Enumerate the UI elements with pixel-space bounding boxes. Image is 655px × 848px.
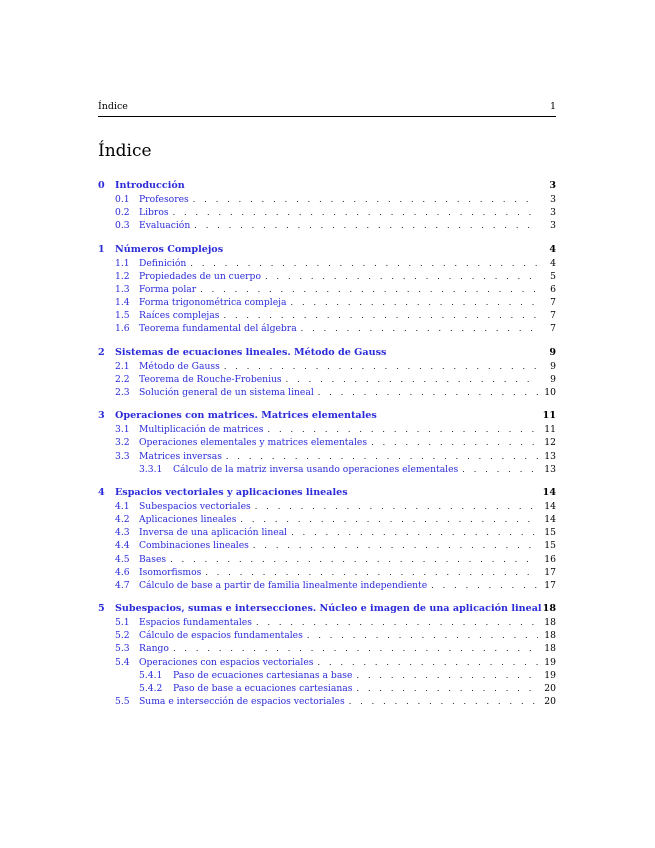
toc-subsection-entry[interactable] xyxy=(98,258,556,271)
toc-chapter-entry[interactable] xyxy=(98,180,556,193)
toc-dot-leader xyxy=(255,502,538,511)
toc-chapter-page: 14 xyxy=(542,486,556,498)
toc-entry-number[interactable]: 4.7 xyxy=(115,579,130,591)
toc-subsection-entry[interactable] xyxy=(98,580,556,593)
toc-dot-leader xyxy=(291,528,538,537)
toc-subsection-entry[interactable] xyxy=(98,617,556,630)
toc-chapter-number[interactable]: 0 xyxy=(98,180,105,191)
toc-entry-title-link[interactable]: Solución general de un sistema lineal xyxy=(139,386,314,398)
toc-entry-page: 17 xyxy=(544,566,556,578)
toc-dot-leader xyxy=(240,515,538,524)
toc-entry-page: 14 xyxy=(544,500,556,512)
toc-entry-number[interactable]: 2.1 xyxy=(115,360,130,372)
toc-entry-page: 3 xyxy=(550,194,556,206)
toc-dot-leader xyxy=(253,541,538,550)
toc-subsection-entry[interactable] xyxy=(98,284,556,297)
toc-entry-number[interactable]: 1.3 xyxy=(115,283,130,295)
header-left-text: Índice xyxy=(98,101,128,112)
toc-dot-leader xyxy=(193,195,538,204)
toc-dot-leader xyxy=(190,259,538,268)
toc-dot-leader xyxy=(224,362,538,371)
toc-entry-number[interactable]: 1.4 xyxy=(115,297,130,309)
table-of-contents xyxy=(98,180,556,719)
toc-subsubsection-entry[interactable] xyxy=(98,464,556,477)
toc-entry-page: 7 xyxy=(550,297,556,309)
toc-chapter-entry[interactable] xyxy=(98,347,556,360)
toc-entry-page: 20 xyxy=(544,695,556,707)
toc-entry-page: 18 xyxy=(544,630,556,642)
toc-entry-number[interactable]: 4.1 xyxy=(115,500,130,512)
toc-chapter-page: 9 xyxy=(549,346,556,358)
toc-entry-number[interactable]: 3.1 xyxy=(115,424,130,436)
toc-chapter-number[interactable]: 1 xyxy=(98,243,105,255)
toc-chapter-page: 18 xyxy=(542,602,556,614)
toc-entry-number[interactable]: 1.6 xyxy=(115,323,130,335)
toc-entry-number[interactable]: 5.1 xyxy=(115,617,130,629)
toc-subsection-entry[interactable] xyxy=(98,514,556,527)
toc-dot-leader xyxy=(223,311,538,320)
toc-entry-page: 7 xyxy=(550,310,556,322)
toc-subsection-entry[interactable] xyxy=(98,424,556,437)
toc-dot-leader xyxy=(194,221,538,230)
toc-subsubsection-entry[interactable] xyxy=(98,683,556,696)
toc-entry-title-link[interactable]: Subespacios vectoriales xyxy=(139,500,251,512)
toc-subsection-entry[interactable] xyxy=(98,207,556,220)
toc-chapter-number[interactable]: 3 xyxy=(98,410,105,422)
toc-subsection-entry[interactable] xyxy=(98,194,556,207)
toc-entry-number[interactable]: 0.1 xyxy=(115,194,130,206)
toc-entry-title-link[interactable]: Bases xyxy=(139,553,167,565)
toc-dot-leader xyxy=(290,298,538,307)
toc-entry-number[interactable]: 4.5 xyxy=(115,553,130,565)
toc-dot-leader xyxy=(356,671,538,680)
toc-dot-leader xyxy=(286,375,538,384)
toc-chapter-title-link[interactable]: Números Complejos xyxy=(115,243,224,255)
toc-chapter-title-link[interactable]: Subespacios, sumas e intersecciones. Núcleo e imagen de una aplicación lineal xyxy=(115,602,542,614)
toc-chapter-entry[interactable] xyxy=(98,244,556,257)
toc-entry-number[interactable]: 3.3 xyxy=(115,450,130,462)
toc-dot-leader xyxy=(265,272,538,281)
toc-entry-title-link[interactable]: Cálculo de espacios fundamentales xyxy=(139,630,303,642)
toc-entry-title-link[interactable]: Profesores xyxy=(139,194,189,206)
toc-dot-leader xyxy=(349,697,538,706)
toc-subsection-entry[interactable] xyxy=(98,387,556,400)
header-page-number: 1 xyxy=(549,101,556,112)
toc-entry-title-link[interactable]: Espacios fundamentales xyxy=(139,617,252,629)
toc-entry-number[interactable]: 5.4.1 xyxy=(139,669,163,681)
toc-entry-number[interactable]: 1.1 xyxy=(115,257,130,269)
toc-entry-page: 15 xyxy=(544,527,556,539)
toc-entry-title-link[interactable]: Suma e intersección de espacios vectoriales xyxy=(139,695,345,707)
toc-dot-leader xyxy=(307,631,538,640)
toc-subsection-entry[interactable] xyxy=(98,220,556,233)
toc-entry-title-link[interactable]: Teorema fundamental del álgebra xyxy=(139,323,297,335)
toc-entry-page: 15 xyxy=(544,540,556,552)
toc-chapter-page: 3 xyxy=(549,180,556,191)
toc-entry-title-link[interactable]: Cálculo de la matriz inversa usando operaciones elementales xyxy=(173,463,459,475)
toc-entry-title-link[interactable]: Aplicaciones lineales xyxy=(139,514,237,526)
toc-entry-title-link[interactable]: Definición xyxy=(139,257,187,269)
toc-chapter-page: 4 xyxy=(549,243,556,255)
toc-chapter-number[interactable]: 4 xyxy=(98,486,105,498)
toc-entry-page: 4 xyxy=(550,257,556,269)
toc-section xyxy=(98,244,556,337)
toc-entry-page: 18 xyxy=(544,643,556,655)
toc-entry-title-link[interactable]: Paso de ecuaciones cartesianas a base xyxy=(173,669,353,681)
toc-entry-number[interactable]: 3.3.1 xyxy=(139,463,163,475)
toc-entry-number[interactable]: 5.4.2 xyxy=(139,682,163,694)
toc-entry-number[interactable]: 2.3 xyxy=(115,386,130,398)
toc-entry-title-link[interactable]: Isomorfismos xyxy=(139,566,202,578)
toc-subsection-entry[interactable] xyxy=(98,361,556,374)
toc-subsection-entry[interactable] xyxy=(98,501,556,514)
toc-subsection-entry[interactable] xyxy=(98,297,556,310)
toc-entry-title-link[interactable]: Raíces complejas xyxy=(139,310,220,322)
toc-subsection-entry[interactable] xyxy=(98,540,556,553)
toc-subsection-entry[interactable] xyxy=(98,643,556,656)
toc-subsection-entry[interactable] xyxy=(98,323,556,336)
toc-entry-title-link[interactable]: Matrices inversas xyxy=(139,450,222,462)
toc-subsection-entry[interactable] xyxy=(98,696,556,709)
toc-subsection-entry[interactable] xyxy=(98,527,556,540)
toc-entry-number[interactable]: 3.2 xyxy=(115,437,130,449)
toc-dot-leader xyxy=(170,555,538,564)
toc-entry-page: 20 xyxy=(544,682,556,694)
toc-entry-page: 11 xyxy=(544,424,556,436)
toc-section xyxy=(98,347,556,401)
toc-entry-number[interactable]: 4.6 xyxy=(115,566,130,578)
toc-entry-number[interactable]: 5.5 xyxy=(115,695,130,707)
toc-subsection-entry[interactable] xyxy=(98,554,556,567)
toc-entry-title-link[interactable]: Paso de base a ecuaciones cartesianas xyxy=(173,682,353,694)
toc-entry-number[interactable]: 1.2 xyxy=(115,270,130,282)
toc-entry-page: 12 xyxy=(544,437,556,449)
toc-entry-title-link[interactable]: Inversa de una aplicación lineal xyxy=(139,527,288,539)
toc-subsubsection-entry[interactable] xyxy=(98,670,556,683)
toc-entry-page: 9 xyxy=(550,360,556,372)
toc-entry-title-link[interactable]: Método de Gauss xyxy=(139,360,220,372)
toc-subsection-entry[interactable] xyxy=(98,451,556,464)
toc-entry-page: 17 xyxy=(544,579,556,591)
toc-section xyxy=(98,410,556,477)
toc-dot-leader xyxy=(200,285,538,294)
toc-subsection-entry[interactable] xyxy=(98,437,556,450)
toc-subsection-entry[interactable] xyxy=(98,657,556,670)
toc-entry-page: 19 xyxy=(544,656,556,668)
toc-subsection-entry[interactable] xyxy=(98,271,556,284)
toc-entry-title-link[interactable]: Propiedades de un cuerpo xyxy=(139,270,261,282)
toc-chapter-title-link[interactable]: Sistemas de ecuaciones lineales. Método de Gauss xyxy=(115,346,387,358)
toc-entry-title-link[interactable]: Teorema de Rouche-Frobenius xyxy=(139,373,282,385)
toc-dot-leader xyxy=(301,324,538,333)
toc-entry-page: 19 xyxy=(544,669,556,681)
toc-chapter-title-link[interactable]: Operaciones con matrices. Matrices elementales xyxy=(115,410,377,422)
toc-section xyxy=(98,487,556,593)
toc-entry-title-link[interactable]: Forma polar xyxy=(139,283,197,295)
toc-entry-number[interactable]: 5.4 xyxy=(115,656,130,668)
toc-entry-number[interactable]: 0.2 xyxy=(115,207,130,219)
toc-entry-page: 18 xyxy=(544,617,556,629)
toc-entry-page: 9 xyxy=(550,373,556,385)
toc-entry-page: 14 xyxy=(544,514,556,526)
toc-entry-title-link[interactable]: Operaciones elementales y matrices elementales xyxy=(139,437,368,449)
toc-entry-page: 3 xyxy=(550,207,556,219)
toc-entry-page: 10 xyxy=(544,386,556,398)
toc-chapter-page: 11 xyxy=(542,410,556,422)
toc-chapter-title-link[interactable]: Espacios vectoriales y aplicaciones lineales xyxy=(115,486,348,498)
toc-dot-leader xyxy=(173,644,538,653)
toc-chapter-number[interactable]: 2 xyxy=(98,346,105,358)
toc-entry-number[interactable]: 0.3 xyxy=(115,220,130,232)
toc-dot-leader xyxy=(267,425,538,434)
toc-dot-leader xyxy=(318,388,538,397)
toc-entry-page: 6 xyxy=(550,283,556,295)
toc-entry-number[interactable]: 4.3 xyxy=(115,527,130,539)
toc-dot-leader xyxy=(173,208,538,217)
toc-entry-page: 13 xyxy=(544,450,556,462)
toc-entry-number[interactable]: 5.3 xyxy=(115,643,130,655)
toc-dot-leader xyxy=(226,452,538,461)
running-header xyxy=(98,101,556,117)
toc-dot-leader xyxy=(205,568,538,577)
toc-subsection-entry[interactable] xyxy=(98,374,556,387)
toc-dot-leader xyxy=(371,438,538,447)
toc-entry-title-link[interactable]: Forma trigonométrica compleja xyxy=(139,297,287,309)
toc-title: Índice xyxy=(98,141,152,161)
toc-chapter-title-link[interactable]: Introducción xyxy=(115,180,185,191)
toc-dot-leader xyxy=(256,618,538,627)
toc-entry-number[interactable]: 4.2 xyxy=(115,514,130,526)
toc-chapter-entry[interactable] xyxy=(98,487,556,500)
toc-dot-leader xyxy=(356,684,538,693)
toc-entry-title-link[interactable]: Operaciones con espacios vectoriales xyxy=(139,656,314,668)
toc-section xyxy=(98,603,556,709)
toc-entry-page: 5 xyxy=(550,270,556,282)
toc-section xyxy=(98,180,556,234)
toc-entry-page: 13 xyxy=(544,463,556,475)
toc-chapter-entry[interactable] xyxy=(98,603,556,616)
header-rule xyxy=(98,116,556,117)
toc-subsection-entry[interactable] xyxy=(98,630,556,643)
toc-entry-number[interactable]: 4.4 xyxy=(115,540,130,552)
toc-entry-page: 7 xyxy=(550,323,556,335)
toc-subsection-entry[interactable] xyxy=(98,310,556,323)
toc-entry-title-link[interactable]: Combinaciones lineales xyxy=(139,540,249,552)
toc-entry-number[interactable]: 2.2 xyxy=(115,373,130,385)
toc-entry-page: 16 xyxy=(544,553,556,565)
toc-chapter-number[interactable]: 5 xyxy=(98,602,105,614)
toc-entry-number[interactable]: 5.2 xyxy=(115,630,130,642)
toc-dot-leader xyxy=(318,658,539,667)
toc-chapter-entry[interactable] xyxy=(98,410,556,423)
toc-subsection-entry[interactable] xyxy=(98,567,556,580)
toc-entry-title-link[interactable]: Cálculo de base a partir de familia linealmente independiente xyxy=(139,579,428,591)
toc-entry-title-link[interactable]: Evaluación xyxy=(139,220,191,232)
toc-dot-leader xyxy=(431,581,538,590)
toc-entry-title-link[interactable]: Rango xyxy=(139,643,169,655)
toc-dot-leader xyxy=(462,465,538,474)
toc-entry-title-link[interactable]: Multiplicación de matrices xyxy=(139,424,264,436)
toc-entry-number[interactable]: 1.5 xyxy=(115,310,130,322)
toc-entry-title-link[interactable]: Libros xyxy=(139,207,169,219)
toc-entry-page: 3 xyxy=(550,220,556,232)
